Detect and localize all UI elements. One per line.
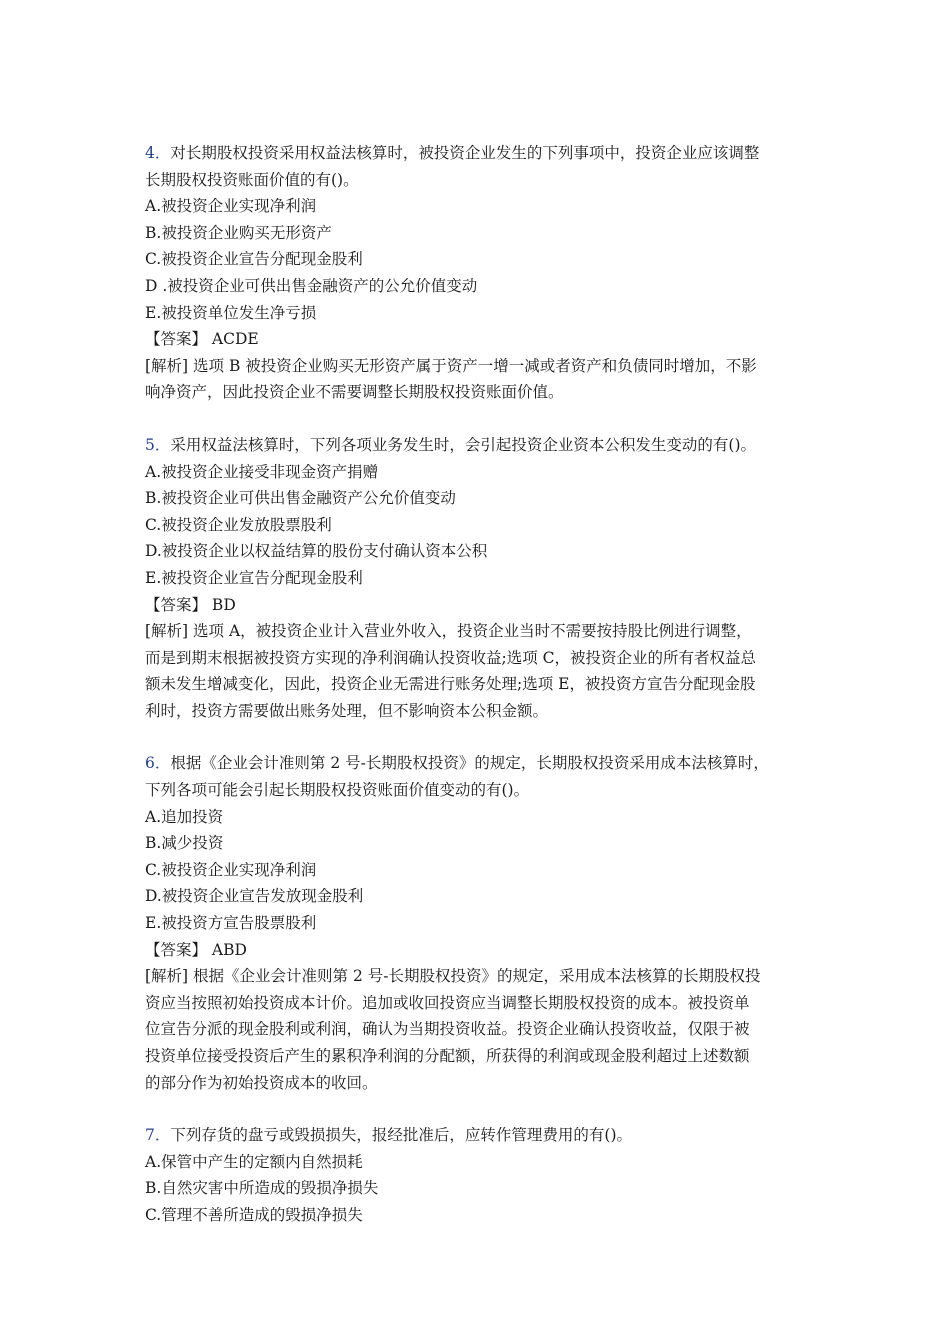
option-b: B.被投资企业购买无形资产 <box>145 223 332 242</box>
analysis-line: 的部分作为初始投资成本的收回。 <box>145 1073 378 1092</box>
option-d: D .被投资企业可供出售金融资产的公允价值变动 <box>145 276 478 295</box>
question-stem-continued: 下列各项可能会引起长期股权投资账面价值变动的有()。 <box>145 781 530 800</box>
question-stem: 4．对长期股权投资采用权益法核算时，被投资企业发生的下列事项中，投资企业应该调整 <box>145 144 760 162</box>
option-a: A.追加投资 <box>145 807 224 826</box>
question-5 <box>145 432 817 725</box>
option-b: B.自然灾害中所造成的毁损净损失 <box>145 1179 379 1198</box>
option-c: C.被投资企业宣告分配现金股利 <box>145 250 363 269</box>
question-stem-continued: 长期股权投资账面价值的有()。 <box>145 170 359 189</box>
option-e: E.被投资单位发生净亏损 <box>145 303 317 322</box>
option-d: D.被投资企业宣告发放现金股利 <box>145 887 364 906</box>
answer: 【答案】 ABD <box>145 940 247 959</box>
option-c: C.被投资企业发放股票股利 <box>145 515 332 534</box>
option-c: C.管理不善所造成的毁损净损失 <box>145 1205 363 1224</box>
option-d: D.被投资企业以权益结算的股份支付确认资本公积 <box>145 542 488 561</box>
option-b: B.减少投资 <box>145 834 224 853</box>
question-number: 4 <box>145 144 155 162</box>
analysis-line: 响净资产，因此投资企业不需要调整长期股权投资账面价值。 <box>145 383 564 402</box>
analysis-line: 额未发生增减变化，因此，投资企业无需进行账务处理;选项 E，被投资方宣告分配现金股 <box>145 675 756 694</box>
option-b: B.被投资企业可供出售金融资产公允价值变动 <box>145 489 456 508</box>
question-stem: 6．根据《企业会计准则第 2 号-长期股权投资》的规定，长期股权投资采用成本法核算时， <box>145 754 769 773</box>
analysis-line: [解析] 选项 A，被投资企业计入营业外收入，投资企业当时不需要按持股比例进行调整， <box>145 622 752 641</box>
analysis-line: [解析] 根据《企业会计准则第 2 号-长期股权投资》的规定，采用成本法核算的长期股权投 <box>145 967 761 986</box>
question-number: 6 <box>145 754 155 773</box>
answer: 【答案】 BD <box>145 595 236 614</box>
analysis-line: 资应当按照初始投资成本计价。追加或收回投资应当调整长期股权投资的成本。被投资单 <box>145 993 750 1012</box>
option-a: A.被投资企业实现净利润 <box>145 197 317 216</box>
question-number: 5 <box>145 435 155 454</box>
question-7 <box>145 1122 817 1228</box>
option-e: E.被投资企业宣告分配现金股利 <box>145 568 363 587</box>
analysis-line: 而是到期末根据被投资方实现的净利润确认投资收益;选项 C，被投资企业的所有者权益总 <box>145 648 757 667</box>
option-e: E.被投资方宣告股票股利 <box>145 914 317 933</box>
option-a: A.被投资企业接受非现金资产捐赠 <box>145 462 379 481</box>
question-number: 7 <box>145 1126 155 1145</box>
analysis-line: 投资单位接受投资后产生的累积净利润的分配额，所获得的利润或现金股利超过上述数额 <box>145 1047 750 1065</box>
option-c: C.被投资企业实现净利润 <box>145 860 317 879</box>
analysis-line: 利时，投资方需要做出账务处理，但不影响资本公积金额。 <box>145 701 549 720</box>
question-6 <box>145 750 817 1096</box>
analysis-line: 位宣告分派的现金股利或利润，确认为当期投资收益。投资企业确认投资收益，仅限于被 <box>145 1020 750 1039</box>
question-4 <box>145 140 817 406</box>
answer: 【答案】 ACDE <box>145 330 259 349</box>
question-stem: 7．下列存货的盘亏或毁损损失，报经批准后，应转作管理费用的有()。 <box>145 1126 632 1145</box>
analysis-line: [解析] 选项 B 被投资企业购买无形资产属于资产一增一减或者资产和负债同时增加，不影 <box>145 356 757 375</box>
option-a: A.保管中产生的定额内自然损耗 <box>145 1152 363 1171</box>
document-page <box>145 140 817 1255</box>
question-stem: 5．采用权益法核算时，下列各项业务发生时，会引起投资企业资本公积发生变动的有()。 <box>145 435 756 454</box>
